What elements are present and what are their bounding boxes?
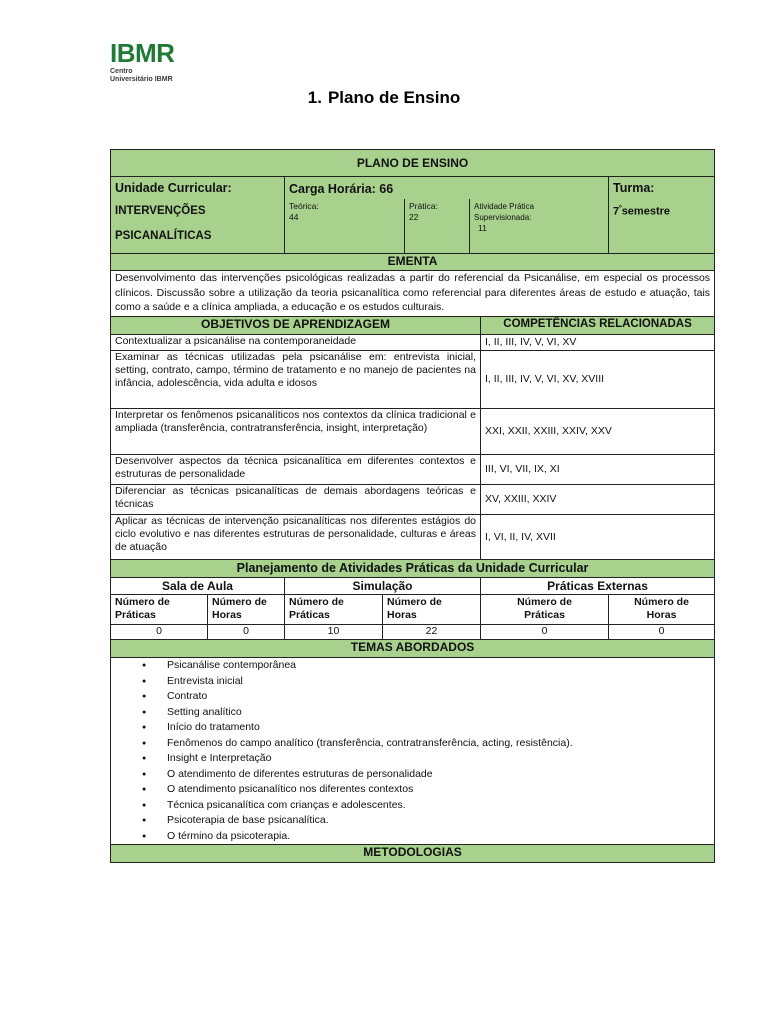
temas-list xyxy=(115,658,710,844)
carga-horaria-cell xyxy=(285,177,609,254)
plano-de-ensino-table xyxy=(110,149,715,863)
turma-cell xyxy=(609,177,715,254)
objetivo-row xyxy=(111,485,715,515)
unidade-line-2: PSICANALÍTICAS xyxy=(115,230,212,242)
metodologias-header: METODOLOGIAS xyxy=(111,845,715,863)
teorica-value: 44 xyxy=(289,212,299,222)
objetivos-header: OBJETIVOS DE APRENDIZAGEM xyxy=(111,317,481,335)
tema-item: ● Técnica psicanalítica com crianças e adolescentes. xyxy=(167,798,710,814)
unidade-line-1: INTERVENÇÕES xyxy=(115,205,206,217)
group-praticas-externas: Práticas Externas xyxy=(481,578,715,595)
competencias-text: I, VI, II, IV, XVII xyxy=(481,515,715,560)
unidade-label: Unidade Curricular: xyxy=(115,181,232,195)
turma-ordinal: º xyxy=(619,205,622,212)
temas-header: TEMAS ABORDADOS xyxy=(111,640,715,658)
turma-number: 7 xyxy=(613,205,620,218)
col-heading-line-1: Número de xyxy=(115,596,170,608)
planejamento-value: 10 xyxy=(285,625,383,640)
objetivo-text: Diferenciar as técnicas psicanalíticas de demais abordagens teóricas e técnicas xyxy=(111,485,481,515)
objetivo-text: Desenvolver aspectos da técnica psicanalítica em diferentes contextos e estruturas de personalidade xyxy=(111,455,481,485)
turma-semestre xyxy=(613,205,710,218)
temas-list-cell xyxy=(111,658,715,845)
objetivo-row xyxy=(111,409,715,455)
atividade-value: 11 xyxy=(478,223,487,233)
col-heading-line-1: Número de xyxy=(289,596,344,608)
pratica-label: Prática: xyxy=(409,201,438,211)
pratica-value: 22 xyxy=(409,212,419,222)
col-heading-line-2: Horas xyxy=(212,609,242,621)
planejamento-value: 0 xyxy=(111,625,208,640)
planejamento-value: 0 xyxy=(609,625,715,640)
title-text: Plano de Ensino xyxy=(327,88,461,107)
logo-subtitle-1: Centro xyxy=(110,68,133,75)
logo-subtitle-2: Universitário IBMR xyxy=(110,76,173,83)
objetivo-row xyxy=(111,335,715,351)
plano-header: PLANO DE ENSINO xyxy=(111,150,715,177)
objetivo-row xyxy=(111,455,715,485)
logo-wordmark: IBMR xyxy=(110,38,175,68)
planejamento-value: 0 xyxy=(208,625,285,640)
col-heading-line-2: Horas xyxy=(387,609,417,621)
competencias-text: III, VI, VII, IX, XI xyxy=(481,455,715,485)
col-heading-line-2: Práticas xyxy=(289,609,330,621)
planejamento-header: Planejamento de Atividades Práticas da Unidade Curricular xyxy=(111,560,715,578)
teorica-label: Teórica: xyxy=(289,201,319,211)
atividade-label-1: Atividade Prática xyxy=(474,202,535,211)
tema-item: ● Entrevista inicial xyxy=(167,674,710,690)
col-heading-line-1: Número de xyxy=(387,596,442,608)
competencias-header: COMPETÊNCIAS RELACIONADAS xyxy=(481,317,715,335)
tema-item: ● Psicanálise contemporânea xyxy=(167,658,710,674)
competencias-text: I, II, III, IV, V, VI, XV xyxy=(481,335,715,351)
col-heading-line-1: Número de xyxy=(517,596,572,608)
atividade-label-2: Supervisionada: xyxy=(474,213,532,222)
objetivo-row xyxy=(111,515,715,560)
group-sala-de-aula: Sala de Aula xyxy=(111,578,285,595)
col-heading-line-2: Práticas xyxy=(115,609,156,621)
tema-item: ● O atendimento psicanalítico nos diferentes contextos xyxy=(167,782,710,798)
carga-label: Carga Horária: 66 xyxy=(289,182,394,196)
turma-text: semestre xyxy=(621,205,671,218)
objetivo-text: Aplicar as técnicas de intervenção psicanalíticas nos diferentes estágios do ciclo evolutivo e nas diferentes estruturas de personalidade, culturas e áreas de atuação xyxy=(111,515,481,560)
ementa-text: Desenvolvimento das intervenções psicológicas realizadas a partir do referencial da Psicanálise, em especial os processos clínicos. Discussão sobre a utilização da teoria psicanalítica como referencial para diferentes áreas de estudo e atuação, tais como a saúde e a clínica ampliada, a educação e os estudos culturais. xyxy=(111,271,715,317)
tema-item: ● Insight e Interpretação xyxy=(167,751,710,767)
document-title xyxy=(0,88,768,108)
tema-item: ● Setting analítico xyxy=(167,705,710,721)
col-heading-line-1: Número de xyxy=(634,596,689,608)
tema-item: ● Contrato xyxy=(167,689,710,705)
group-simulacao: Simulação xyxy=(285,578,481,595)
tema-item: ● Início do tratamento xyxy=(167,720,710,736)
objetivo-text: Contextualizar a psicanálise na contemporaneidade xyxy=(111,335,481,351)
col-heading-line-2: Práticas xyxy=(524,609,565,621)
planejamento-value: 22 xyxy=(383,625,481,640)
col-numero-de-horas xyxy=(383,595,481,625)
objetivo-text: Examinar as técnicas utilizadas pela psicanálise em: entrevista inicial, setting, contrato, campo, término de tratamento e no manejo de pacientes na infância, adolescência, vida adulta e idosos xyxy=(111,351,481,409)
objetivo-text: Interpretar os fenômenos psicanalíticos nos contextos da clínica tradicional e ampliada (transferência, contratransferência, insight, interpretação) xyxy=(111,409,481,455)
col-numero-de-praticas xyxy=(481,595,609,625)
turma-label: Turma: xyxy=(613,181,655,195)
col-heading-line-1: Número de xyxy=(212,596,267,608)
col-numero-de-praticas xyxy=(285,595,383,625)
tema-item: ● O atendimento de diferentes estruturas de personalidade xyxy=(167,767,710,783)
ibmr-logo xyxy=(110,40,174,84)
col-numero-de-horas xyxy=(609,595,715,625)
competencias-text: XV, XXIII, XXIV xyxy=(481,485,715,515)
competencias-text: XXI, XXII, XXIII, XXIV, XXV xyxy=(481,409,715,455)
title-number: 1. xyxy=(307,88,322,107)
ementa-header: EMENTA xyxy=(111,254,715,271)
pratica-cell xyxy=(405,199,470,253)
teorica-cell xyxy=(285,199,405,253)
col-numero-de-praticas xyxy=(111,595,208,625)
tema-item: ● Fenômenos do campo analítico (transferência, contratransferência, acting, resistência). xyxy=(167,736,710,752)
competencias-text: I, II, III, IV, V, VI, XV, XVIII xyxy=(481,351,715,409)
atividade-pratica-cell xyxy=(470,199,608,253)
planejamento-value: 0 xyxy=(481,625,609,640)
tema-item: ● Psicoterapia de base psicanalítica. xyxy=(167,813,710,829)
tema-item: ● O término da psicoterapia. xyxy=(167,829,710,845)
col-numero-de-horas xyxy=(208,595,285,625)
col-heading-line-2: Horas xyxy=(646,609,677,621)
unidade-curricular-cell xyxy=(111,177,285,254)
objetivo-row xyxy=(111,351,715,409)
